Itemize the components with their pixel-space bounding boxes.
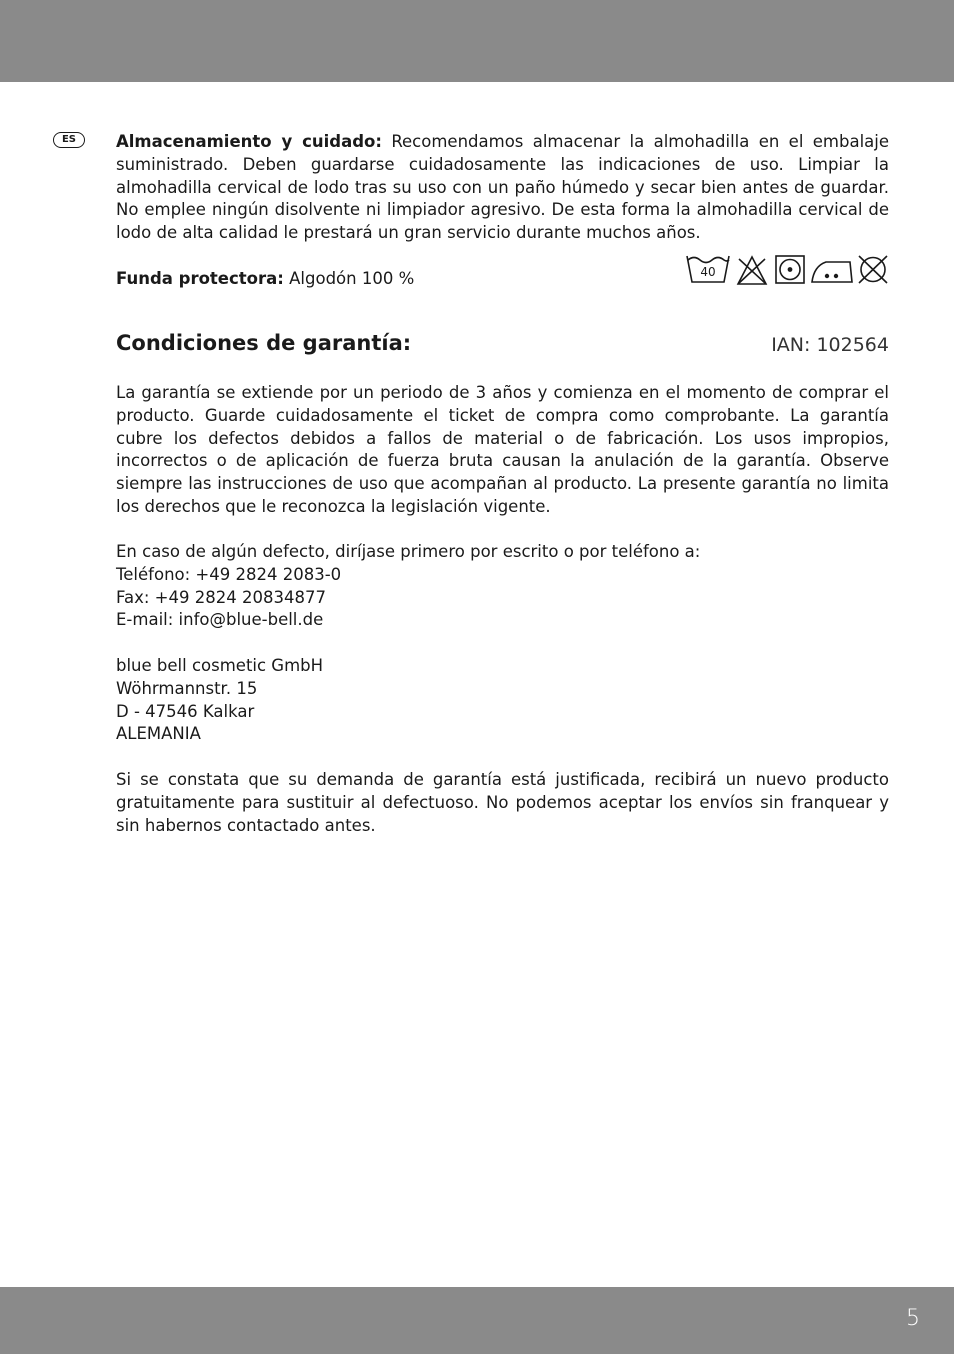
storage-label: Almacenamiento y cuidado: bbox=[116, 132, 382, 151]
storage-paragraph bbox=[116, 131, 889, 245]
address-street: Wöhrmannstr. 15 bbox=[116, 678, 258, 698]
no-dry-clean-icon bbox=[859, 256, 887, 283]
warranty-paragraph: La garantía se extiende por un periodo de 3 años y comienza en el momento de comprar el producto. Guarde cuidadosamente el ticket de compra como comprobante. La garantía cubre los defectos debidos a fallos de material o de fabricación. Los usos impropios, incorrectos o de aplicación de fuerza bruta causan la anulación de la garantía. Observe siempre las instrucciones de uso que acompañan al producto. La presente garantía no limita los derechos que le reconozca la legislación vigente. bbox=[116, 383, 889, 516]
contact-email: E-mail: info@blue-bell.de bbox=[116, 610, 324, 630]
care-symbols bbox=[686, 254, 890, 286]
address-company: blue bell cosmetic GmbH bbox=[116, 656, 324, 675]
iron-two-dots-icon bbox=[812, 262, 852, 282]
warranty-heading: Condiciones de garantía: bbox=[116, 331, 412, 355]
language-badge: ES bbox=[53, 132, 85, 148]
cover-label: Funda protectora: bbox=[116, 269, 284, 288]
storage-text: Recomendamos almacenar la almohadilla en el embalaje suministrado. Deben guardarse cuidadosamente las indicaciones de uso. Limpiar la almohadilla cervical de lodo tras su uso con un paño húmedo y secar bien antes de guardar. No emplee ningún disolvente ni limpiador agresivo. De esta forma la almohadilla cervical de lodo de alta calidad le prestará un gran servicio durante muchos años. bbox=[116, 132, 890, 243]
top-bar bbox=[0, 0, 954, 82]
storage-section bbox=[116, 131, 889, 245]
address-block bbox=[116, 655, 889, 746]
contact-block bbox=[116, 541, 889, 632]
no-bleach-icon bbox=[738, 257, 766, 284]
address-country: ALEMANIA bbox=[116, 724, 201, 744]
claim-section bbox=[116, 769, 889, 837]
claim-paragraph: Si se constata que su demanda de garantía está justificada, recibirá un nuevo producto gratuitamente para sustituir al defectuoso. No podemos aceptar los envíos sin franquear y sin habernos contactado antes. bbox=[116, 770, 889, 835]
cover-text: Algodón 100 % bbox=[289, 269, 415, 288]
contact-phone: Teléfono: +49 2824 2083-0 bbox=[116, 564, 342, 584]
address-city: D - 47546 Kalkar bbox=[116, 701, 255, 721]
warranty-body bbox=[116, 382, 889, 519]
ian-number: IAN: 102564 bbox=[771, 334, 889, 356]
page-number: 5 bbox=[906, 1306, 920, 1331]
bottom-bar bbox=[0, 1287, 954, 1354]
tumble-dry-icon bbox=[776, 256, 804, 283]
contact-fax: Fax: +49 2824 20834877 bbox=[116, 587, 326, 607]
contact-intro: En caso de algún defecto, diríjase primero por escrito o por teléfono a: bbox=[116, 542, 701, 561]
wash-40-icon bbox=[687, 256, 729, 282]
wash-temperature: 40 bbox=[700, 265, 716, 279]
